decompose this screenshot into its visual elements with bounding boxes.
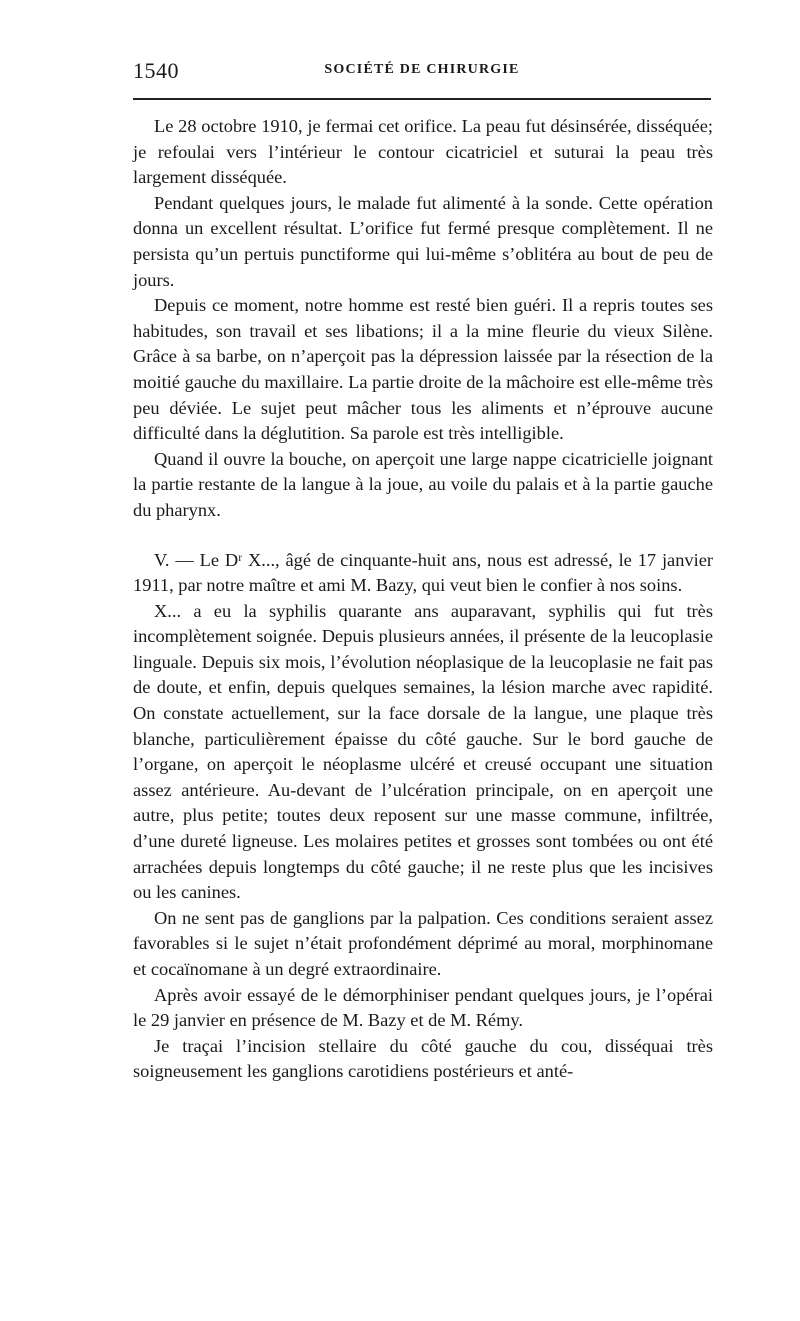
paragraph: On ne sent pas de ganglions par la palpation. Ces conditions seraient assez favorables si le sujet n’était profondément déprimé au moral, morphinomane et cocaïnomane à un degré extraordinaire. [133, 907, 713, 979]
case-heading-paragraph: V. — Le Dʳ X..., âgé de cinquante-huit ans, nous est adressé, le 17 janvier 1911, par notre maître et ami M. Bazy, qui veut bien le confier à nos soins. [133, 549, 713, 596]
section-gap [133, 524, 713, 548]
page-number: 1540 [133, 58, 179, 83]
paragraph: Je traçai l’incision stellaire du côté gauche du cou, disséquai très soigneusement les ganglions carotidiens postérieurs et anté- [133, 1035, 713, 1082]
paragraph: X... a eu la syphilis quarante ans auparavant, syphilis qui fut très incomplètement soignée. Depuis plusieurs années, il présente de la leucoplasie linguale. Depuis six mois, l’évolution néoplasique de la leucoplasie ne fait pas de doute, et enfin, depuis quelques semaines, la lésion marche avec rapidité. On constate actuellement, sur la face dorsale de la langue, une plaque très blanche, particulièrement épaisse du côté gauche. Sur le bord gauche de l’organe, on aperçoit le néoplasme ulcéré et creusé occupant une situation assez antérieure. Au-devant de l’ulcération principale, on en aperçoit une autre, plus petite; toutes deux reposent sur une masse commune, infiltrée, d’une dureté ligneuse. Les molaires petites et grosses sont tombées ou ont été arrachées depuis longtemps du côté gauche; il ne reste plus que les incisives ou les canines. [133, 600, 713, 903]
paragraph: Après avoir essayé de le démorphiniser pendant quelques jours, je l’opérai le 29 janvier en présence de M. Bazy et de M. Rémy. [133, 984, 713, 1031]
running-head [133, 58, 711, 88]
paragraph: Depuis ce moment, notre homme est resté bien guéri. Il a repris toutes ses habitudes, son travail et ses libations; il a la mine fleurie du vieux Silène. Grâce à sa barbe, on n’aperçoit pas la dépression laissée par la résection de la moitié gauche du maxillaire. La partie droite de la mâchoire est elle-même très peu déviée. Le sujet peut mâcher tous les aliments et n’éprouve aucune difficulté dans la déglutition. Sa parole est très intelligible. [133, 295, 713, 444]
header-rule [133, 98, 711, 100]
body-text [133, 114, 713, 1085]
paragraph: Pendant quelques jours, le malade fut alimenté à la sonde. Cette opération donna un excellent résultat. L’orifice fut fermé presque complètement. Il ne persista qu’un pertuis punctiforme qui lui-même s’oblitéra au bout de peu de jours. [133, 192, 713, 290]
paragraph: Quand il ouvre la bouche, on aperçoit une large nappe cicatricielle joignant la partie restante de la langue à la joue, au voile du palais et à la partie gauche du pharynx. [133, 448, 713, 520]
journal-title: SOCIÉTÉ DE CHIRURGIE [324, 62, 520, 77]
paragraph: Le 28 octobre 1910, je fermai cet orifice. La peau fut désinsérée, disséquée; je refoulai vers l’intérieur le contour cicatriciel et suturai la peau très largement disséquée. [133, 116, 713, 188]
